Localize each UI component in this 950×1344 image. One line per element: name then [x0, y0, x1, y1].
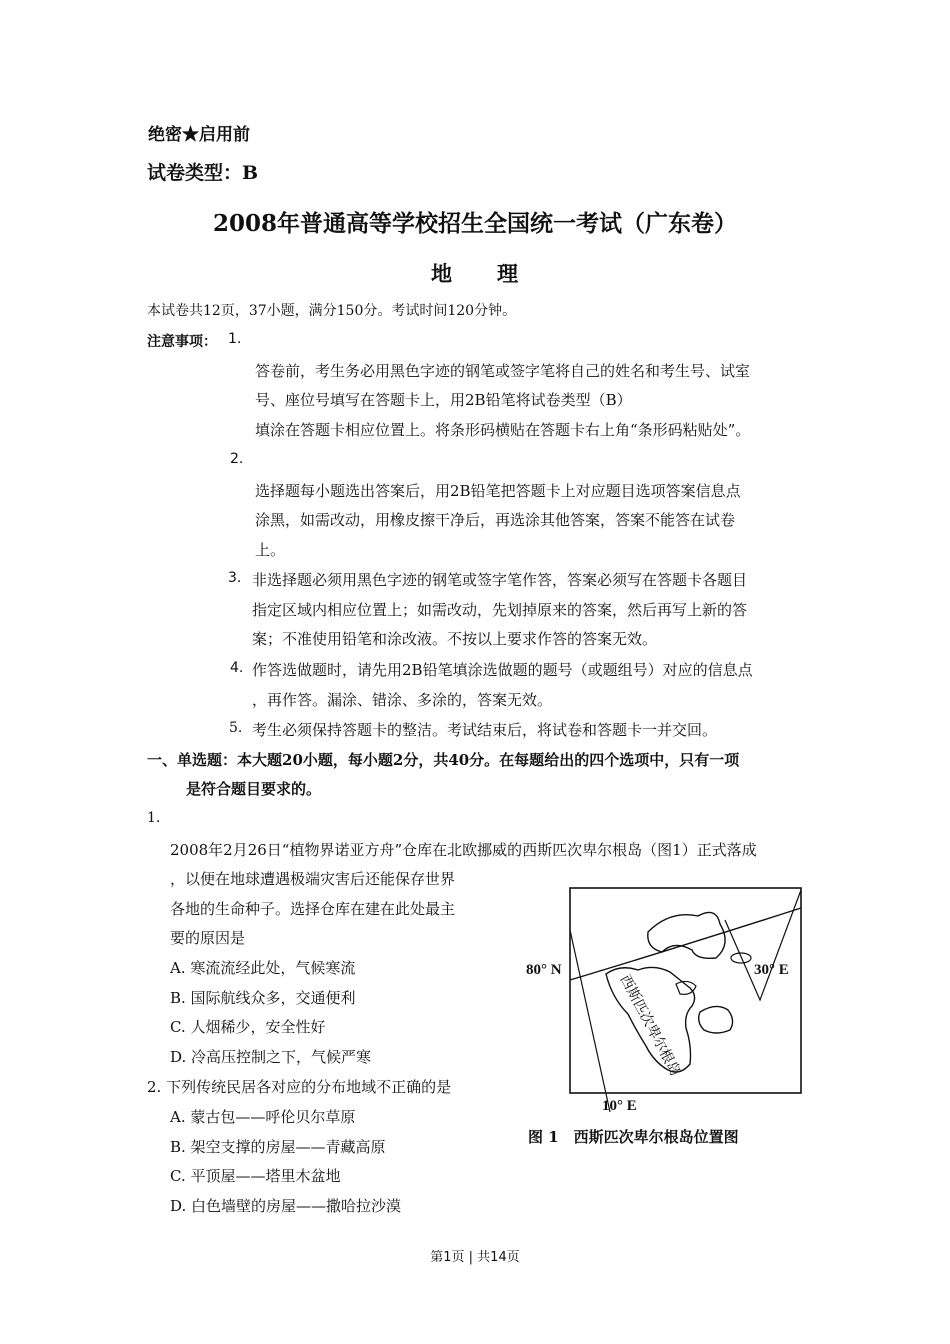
note-3-line-1: 非选择题必须用黑色字迹的钢笔或签字笔作答，答案必须写在答题卡各题目 [252, 571, 748, 589]
q2-option-b: B. 架空支撑的房屋——青藏高原 [170, 1138, 386, 1156]
q2-option-c: C. 平顶屋——塔里木盆地 [170, 1167, 341, 1185]
q1-stem-line-1: 2008年2月26日“植物界诺亚方舟”仓库在北欧挪威的西斯匹次卑尔根岛（图1）正式落成 [170, 841, 757, 859]
label-30e: 30° E [754, 962, 789, 978]
q1-stem-line-3: 各地的生命种子。选择仓库在建在此处最主 [170, 900, 456, 918]
page-footer: 第1页 | 共14页 [430, 1250, 520, 1265]
note-3-line-3: 案；不准使用铅笔和涂改液。不按以上要求作答的答案无效。 [252, 630, 658, 648]
note-4-number: 4. [230, 660, 244, 676]
q1-option-d: D. 冷高压控制之下，气候严寒 [170, 1048, 372, 1066]
island-name-label: 西斯匹次卑尔根岛 [616, 972, 684, 1079]
note-1-line-3: 填涂在答题卡相应位置上。将条形码横贴在答题卡右上角“条形码粘贴处”。 [255, 421, 751, 439]
meridian-10e [570, 930, 610, 1112]
section-1-heading-line-1: 一、单选题：本大题20小题，每小题2分，共40分。在每题给出的四个选项中，只有一项 [147, 751, 740, 769]
q2-stem: 2. 下列传统民居各对应的分布地域不正确的是 [147, 1078, 452, 1096]
section-1-heading-line-2: 是符合题目要求的。 [186, 780, 322, 798]
paper-type: 试卷类型：B [147, 162, 259, 184]
secret-label: 绝密★启用前 [148, 125, 250, 145]
note-5-number: 5. [229, 720, 243, 736]
note-1-line-1: 答卷前，考生务必用黑色字迹的钢笔或签字笔将自己的姓名和考生号、试室 [255, 362, 751, 380]
q2-option-a: A. 蒙古包——呼伦贝尔草原 [170, 1108, 356, 1126]
note-2-line-3: 上。 [255, 541, 286, 559]
q1-stem-line-2: ，以便在地球遭遇极端灾害后还能保存世界 [170, 870, 456, 888]
svalbard-map-figure [520, 880, 820, 1150]
intro-text: 本试卷共12页，37小题，满分150分。考试时间120分钟。 [147, 303, 517, 319]
note-1-number: 1. [228, 331, 242, 347]
note-1-line-2: 号、座位号填写在答题卡上，用2B铅笔将试卷类型（B） [255, 391, 632, 409]
q1-option-b: B. 国际航线众多，交通便利 [170, 989, 356, 1007]
exam-title: 2008年普通高等学校招生全国统一考试（广东卷） [212, 210, 737, 237]
q1-option-c: C. 人烟稀少，安全性好 [170, 1018, 326, 1036]
note-2-line-1: 选择题每小题选出答案后，用2B铅笔把答题卡上对应题目选项答案信息点 [255, 482, 741, 500]
meridian-30e [725, 890, 801, 1000]
label-10e: 10° E [602, 1098, 637, 1114]
subject-title: 地 理 [431, 261, 519, 286]
figure-caption: 图 1 西斯匹次卑尔根岛位置图 [528, 1128, 739, 1146]
note-2-number: 2. [230, 451, 244, 467]
q1-stem-line-4: 要的原因是 [170, 929, 246, 947]
notes-label: 注意事项： [147, 334, 217, 350]
note-2-line-2: 涂黑，如需改动，用橡皮擦干净后，再选涂其他答案，答案不能答在试卷 [255, 511, 736, 529]
q1-number: 1. [147, 810, 161, 826]
q2-option-d: D. 白色墙壁的房屋——撒哈拉沙漠 [170, 1197, 402, 1215]
edgeoya-outline [699, 1006, 733, 1033]
note-4-line-1: 作答选做题时，请先用2B铅笔填涂选做题的题号（或题组号）对应的信息点 [252, 661, 753, 679]
label-80n: 80° N [526, 962, 562, 978]
svalbard-map [520, 880, 820, 1150]
note-4-line-2: ，再作答。漏涂、错涂、多涂的，答案无效。 [252, 691, 553, 709]
note-5-line-1: 考生必须保持答题卡的整洁。考试结束后，将试卷和答题卡一并交回。 [252, 721, 718, 739]
note-3-number: 3. [228, 570, 242, 586]
note-3-line-2: 指定区域内相应位置上；如需改动，先划掉原来的答案，然后再写上新的答 [252, 601, 748, 619]
q1-option-a: A. 寒流流经此处，气候寒流 [170, 959, 356, 977]
